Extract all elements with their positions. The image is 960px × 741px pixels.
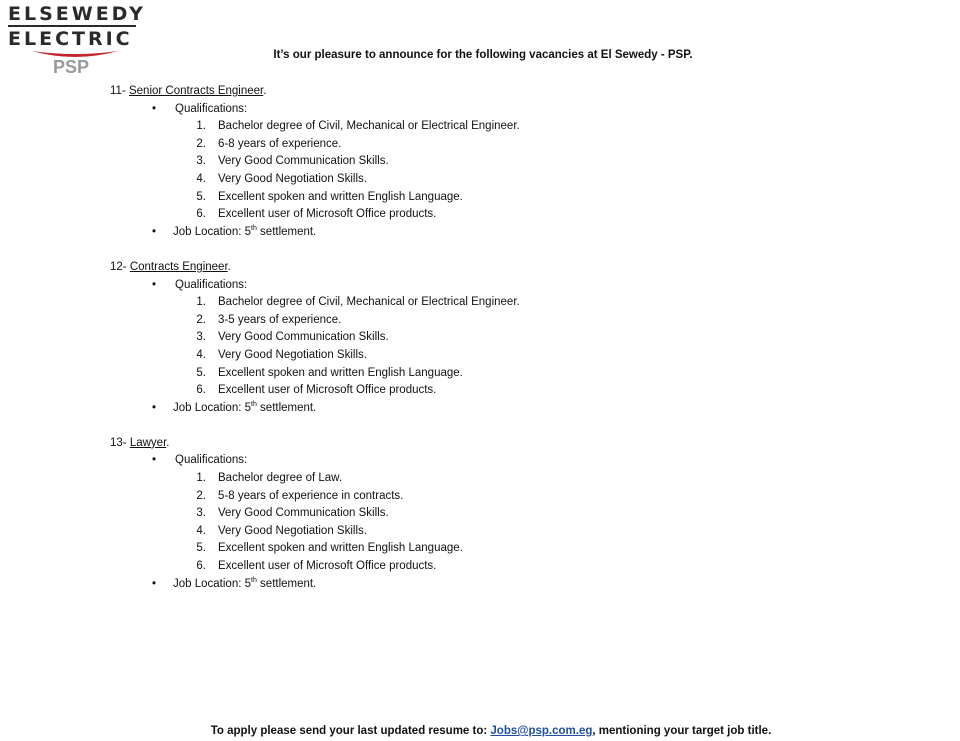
qualification-item xyxy=(0,189,960,207)
qualifications-label: Qualifications: xyxy=(175,278,248,291)
item-number: 5. xyxy=(196,190,206,203)
bullet-icon: • xyxy=(152,577,157,590)
item-number: 3. xyxy=(196,155,206,168)
item-number: 4. xyxy=(196,348,206,361)
location-sup: th xyxy=(251,400,257,408)
vacancy-section xyxy=(0,435,960,611)
location-sup: th xyxy=(251,576,257,584)
item-number: 1. xyxy=(196,296,206,309)
company-logo xyxy=(8,3,146,86)
logo-line1: ELSEWEDY xyxy=(8,3,146,25)
vacancy-section xyxy=(0,83,960,259)
item-text: Very Good Communication Skills. xyxy=(218,155,389,168)
qualification-item xyxy=(0,365,960,383)
job-title: Senior Contracts Engineer xyxy=(128,85,264,97)
qualifications-heading xyxy=(0,452,960,470)
bullet-icon: • xyxy=(152,278,157,291)
item-text: Bachelor degree of Law. xyxy=(218,472,343,485)
location-suffix: settlement. xyxy=(256,577,317,590)
item-text: Very Good Communication Skills. xyxy=(218,331,389,344)
section-title: 13- Lawyer. xyxy=(110,436,170,449)
qualifications-label: Qualifications: xyxy=(175,454,248,467)
qualifications-label: Qualifications: xyxy=(175,102,248,115)
item-text: 3-5 years of experience. xyxy=(218,313,342,326)
qualification-item xyxy=(0,153,960,171)
email-link[interactable]: Jobs@psp.com.eg xyxy=(490,725,593,737)
location-prefix: Job Location: 5 xyxy=(173,225,252,238)
qualification-item xyxy=(0,540,960,558)
logo-line2: ELECTRIC xyxy=(8,28,133,50)
qualification-item xyxy=(0,505,960,523)
location-sup: th xyxy=(251,224,257,232)
item-text: Excellent user of Microsoft Office products. xyxy=(218,208,437,221)
logo-sub: PSP xyxy=(53,57,90,77)
item-text: Very Good Negotiation Skills. xyxy=(218,524,367,537)
heading-text: It’s our pleasure to announce for the following vacancies at El Sewedy - PSP. xyxy=(273,49,693,61)
item-number: 4. xyxy=(196,172,206,185)
vacancy-list xyxy=(0,83,960,611)
qualification-item xyxy=(0,136,960,154)
item-text: Bachelor degree of Civil, Mechanical or Electrical Engineer. xyxy=(218,296,520,309)
qualification-item xyxy=(0,347,960,365)
qualification-item xyxy=(0,118,960,136)
page-heading xyxy=(0,49,960,61)
job-location xyxy=(0,400,960,418)
qualification-item xyxy=(0,294,960,312)
qualification-item xyxy=(0,329,960,347)
job-title: Lawyer xyxy=(129,436,167,449)
item-text: Excellent spoken and written English Language. xyxy=(218,190,463,203)
bullet-icon: • xyxy=(152,454,157,467)
item-text: Excellent spoken and written English Language. xyxy=(218,542,463,555)
section-title: 12- Contracts Engineer. xyxy=(110,260,231,273)
item-number: 6. xyxy=(196,384,206,397)
bullet-icon: • xyxy=(152,102,157,115)
apply-instructions xyxy=(0,725,960,737)
qualification-item xyxy=(0,470,960,488)
qualification-item xyxy=(0,206,960,224)
section-number: 11- xyxy=(110,85,126,97)
qualifications-heading xyxy=(0,277,960,295)
location-suffix: settlement. xyxy=(256,401,317,414)
item-number: 2. xyxy=(196,137,206,150)
item-text: 6-8 years of experience. xyxy=(218,137,342,150)
item-text: Very Good Communication Skills. xyxy=(218,507,389,520)
job-title: Contracts Engineer xyxy=(129,260,228,273)
vacancy-section xyxy=(0,259,960,435)
qualification-item xyxy=(0,523,960,541)
section-title: 11- Senior Contracts Engineer. xyxy=(110,85,267,97)
item-number: 2. xyxy=(196,313,206,326)
item-number: 5. xyxy=(196,366,206,379)
location-prefix: Job Location: 5 xyxy=(173,401,252,414)
item-number: 6. xyxy=(196,208,206,221)
footer-prefix: To apply please send your last updated resume to: xyxy=(210,725,491,737)
section-number: 13- xyxy=(110,436,127,449)
qualification-item xyxy=(0,382,960,400)
item-text: Bachelor degree of Civil, Mechanical or Electrical Engineer. xyxy=(218,120,520,133)
location-suffix: settlement. xyxy=(256,225,317,238)
item-text: 5-8 years of experience in contracts. xyxy=(218,489,404,502)
item-number: 5. xyxy=(196,542,206,555)
item-text: Excellent user of Microsoft Office products. xyxy=(218,560,437,573)
spacer xyxy=(0,417,960,435)
item-number: 4. xyxy=(196,524,206,537)
item-text: Very Good Negotiation Skills. xyxy=(218,348,367,361)
spacer xyxy=(0,241,960,259)
item-number: 3. xyxy=(196,331,206,344)
item-number: 1. xyxy=(196,472,206,485)
item-number: 1. xyxy=(196,120,206,133)
job-location xyxy=(0,224,960,242)
bullet-icon: • xyxy=(152,225,157,238)
qualification-item xyxy=(0,312,960,330)
item-number: 2. xyxy=(196,489,206,502)
qualification-item xyxy=(0,171,960,189)
logo-rule xyxy=(8,25,136,27)
item-number: 3. xyxy=(196,507,206,520)
qualification-item xyxy=(0,558,960,576)
location-prefix: Job Location: 5 xyxy=(173,577,252,590)
job-location xyxy=(0,576,960,594)
spacer xyxy=(0,593,960,611)
footer-suffix: , mentioning your target job title. xyxy=(592,725,772,737)
item-number: 6. xyxy=(196,560,206,573)
qualifications-heading xyxy=(0,101,960,119)
bullet-icon: • xyxy=(152,401,157,414)
item-text: Very Good Negotiation Skills. xyxy=(218,172,367,185)
item-text: Excellent user of Microsoft Office products. xyxy=(218,384,437,397)
section-number: 12- xyxy=(110,260,127,273)
item-text: Excellent spoken and written English Language. xyxy=(218,366,463,379)
qualification-item xyxy=(0,488,960,506)
